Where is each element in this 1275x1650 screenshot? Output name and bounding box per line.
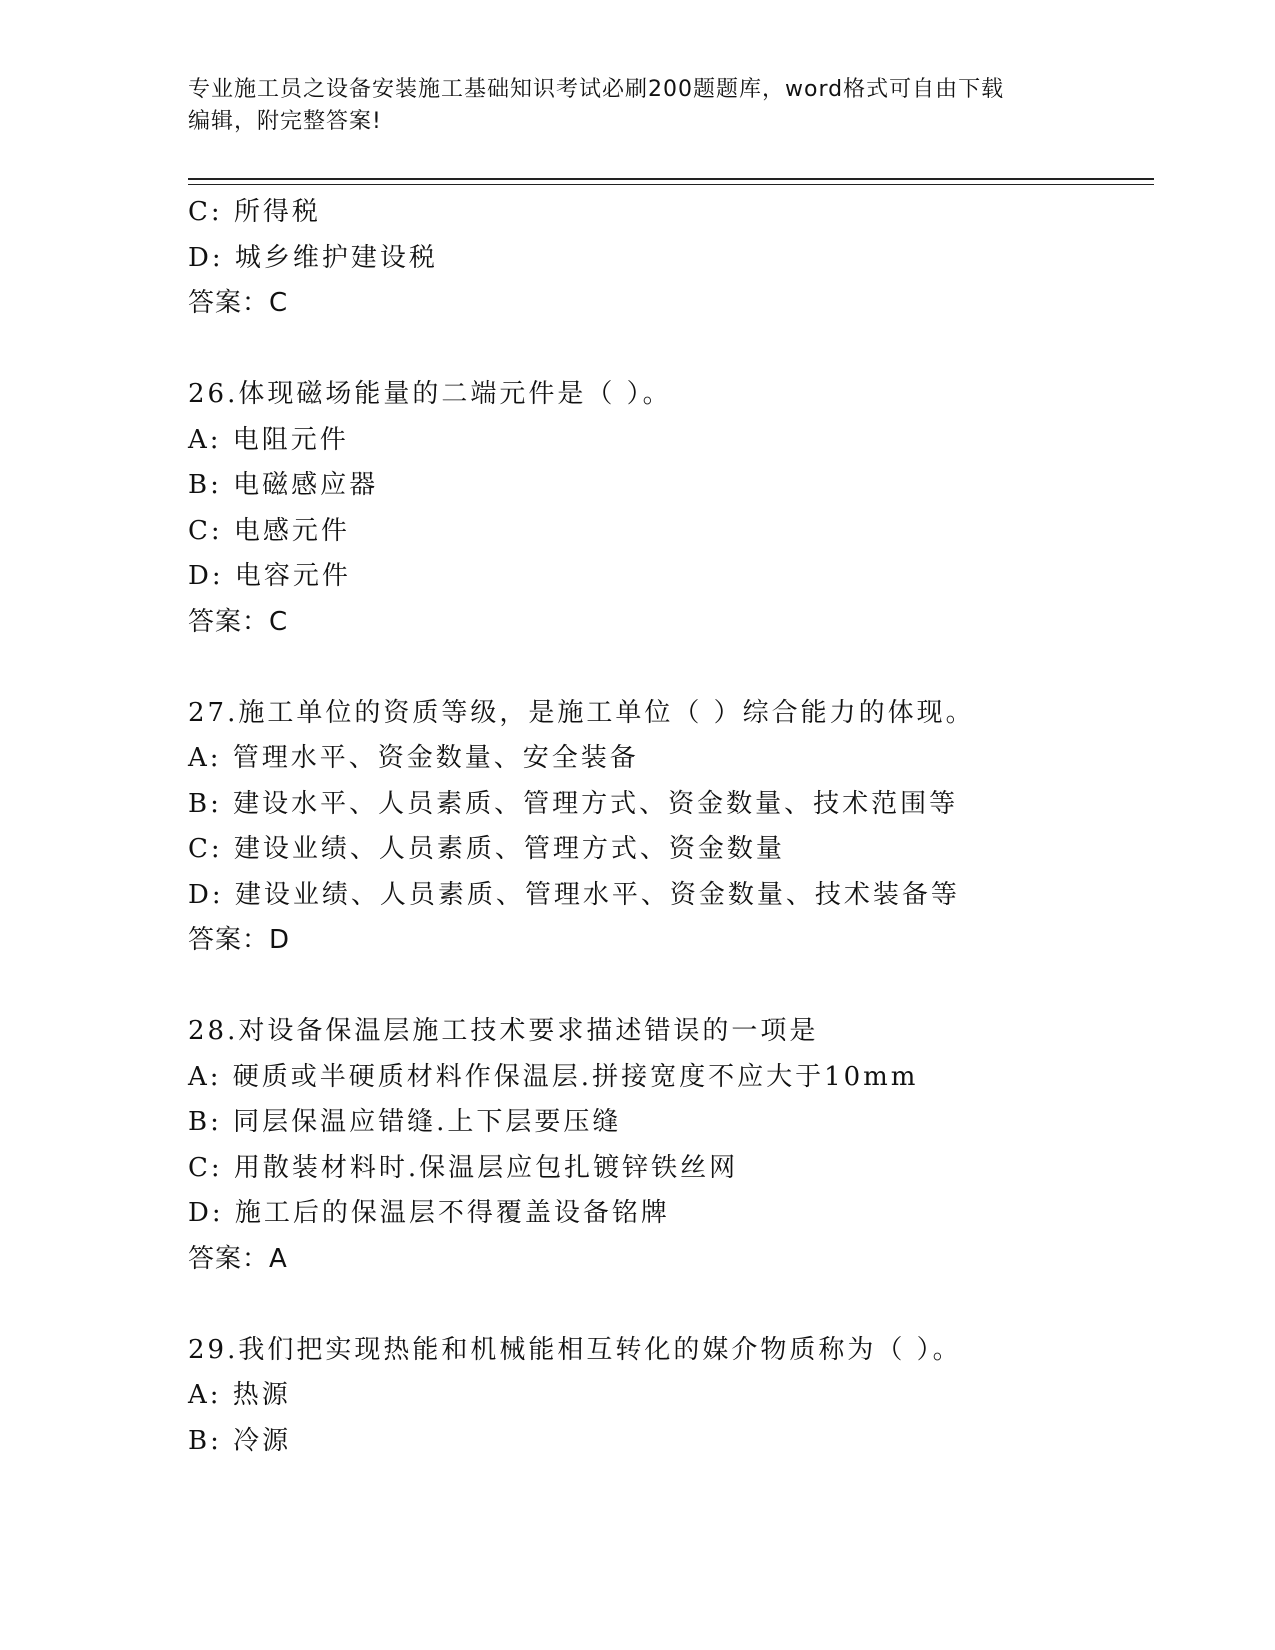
option-c: C: 建设业绩、人员素质、管理方式、资金数量 <box>188 834 785 864</box>
option-b: B: 同层保温应错缝.上下层要压缝 <box>188 1107 622 1137</box>
option-b: B: 电磁感应器 <box>188 470 379 500</box>
spacer <box>188 327 1154 373</box>
option-a: A: 热源 <box>188 1380 291 1410</box>
option-a: A: 管理水平、资金数量、安全装备 <box>188 743 639 773</box>
question-26 <box>188 372 1154 645</box>
option-c: C: 所得税 <box>188 197 321 227</box>
header-line-2: 编辑，附完整答案! <box>188 109 382 134</box>
document-body <box>188 190 1154 1464</box>
option-d: D: 城乡维护建设税 <box>188 242 438 273</box>
option-b: B: 冷源 <box>188 1425 292 1456</box>
question-stem: 28.对设备保温层施工技术要求描述错误的一项是 <box>188 1016 819 1046</box>
answer-line: 答案：A <box>188 1243 288 1274</box>
spacer <box>188 1282 1154 1328</box>
option-d: D: 建设业绩、人员素质、管理水平、资金数量、技术装备等 <box>188 879 960 910</box>
option-a: A: 硬质或半硬质材料作保温层.拼接宽度不应大于10mm <box>188 1061 919 1092</box>
answer-line: 答案：C <box>188 606 289 637</box>
answer-line: 答案：C <box>188 288 289 318</box>
spacer <box>188 964 1154 1010</box>
header-line-1: 专业施工员之设备安装施工基础知识考试必刷200题题库，word格式可自由下载 <box>188 77 1005 102</box>
header-rule-thick <box>188 178 1154 180</box>
option-c: C: 电感元件 <box>188 515 350 546</box>
question-27 <box>188 691 1154 964</box>
answer-line: 答案：D <box>188 925 291 955</box>
question-29 <box>188 1328 1154 1465</box>
option-d: D: 施工后的保温层不得覆盖设备铭牌 <box>188 1198 670 1228</box>
question-25-partial <box>188 190 1154 327</box>
question-stem: 29.我们把实现热能和机械能相互转化的媒介物质称为（ ）。 <box>188 1334 962 1365</box>
question-28 <box>188 1009 1154 1282</box>
spacer <box>188 645 1154 691</box>
option-d: D: 电容元件 <box>188 561 351 591</box>
header-rule-thin <box>188 184 1154 185</box>
option-b: B: 建设水平、人员素质、管理方式、资金数量、技术范围等 <box>188 788 959 819</box>
question-stem: 27.施工单位的资质等级，是施工单位（ ）综合能力的体现。 <box>188 697 975 728</box>
document-header <box>188 74 1068 138</box>
option-a: A: 电阻元件 <box>188 424 349 455</box>
option-c: C: 用散装材料时.保温层应包扎镀锌铁丝网 <box>188 1152 739 1183</box>
question-stem: 26.体现磁场能量的二端元件是（ ）。 <box>188 379 672 409</box>
